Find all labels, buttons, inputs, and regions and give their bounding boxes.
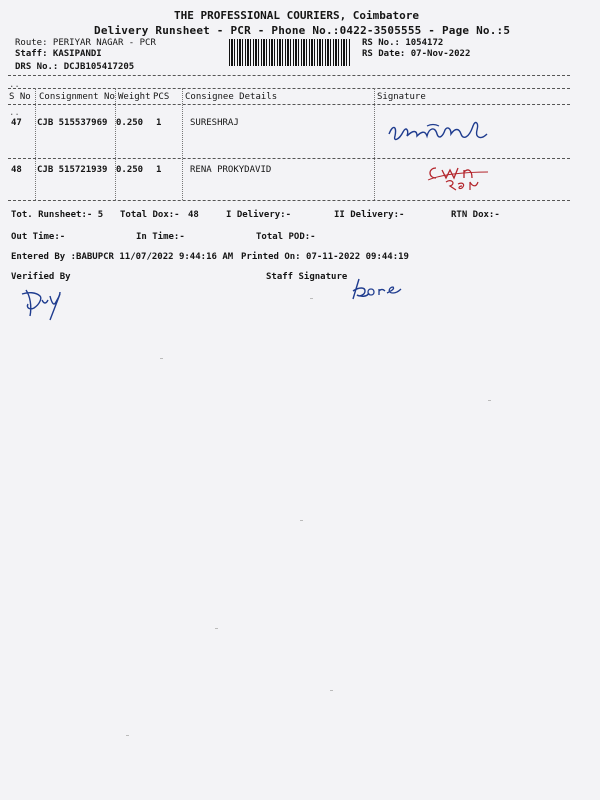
row-consignment: CJB 515537969 <box>37 118 108 128</box>
rule-table-bottom <box>8 200 570 201</box>
receiver-signature-1 <box>387 118 497 146</box>
scan-speck <box>215 628 218 629</box>
col-sep <box>182 88 183 200</box>
col-header-signature: Signature <box>377 92 426 102</box>
printed-on: Printed On: 07-11-2022 09:44:19 <box>241 252 409 262</box>
runsheet-subtitle: Delivery Runsheet - PCR - Phone No.:0422-3505555 - Page No.:5 <box>94 24 511 37</box>
in-time: In Time:- <box>136 232 185 242</box>
verified-by-label: Verified By <box>11 272 71 282</box>
rs-number: RS No.: 1054172 <box>362 38 444 48</box>
row-sno: 47 <box>11 118 22 128</box>
col-header-sno: S No <box>9 92 31 102</box>
scan-speck <box>160 358 163 359</box>
scan-speck <box>330 690 333 691</box>
col-header-consignee: Consignee Details <box>185 92 278 102</box>
total-pod: Total POD:- <box>256 232 316 242</box>
total-dox-label: Total Dox:- <box>120 210 180 220</box>
total-dox-value: 48 <box>188 210 199 220</box>
col-sep <box>374 88 375 200</box>
scan-speck <box>126 735 129 736</box>
row-pcs: 1 <box>156 118 162 128</box>
staff-signature-label: Staff Signature <box>266 272 348 282</box>
rule-header-bottom <box>8 104 570 105</box>
row-sno: 48 <box>11 165 22 175</box>
col-header-pcs: PCS <box>153 92 170 102</box>
entered-by: Entered By :BABUPCR 11/07/2022 9:44:16 AM <box>11 252 234 262</box>
row-weight: 0.250 <box>116 165 144 175</box>
scan-speck <box>488 400 491 401</box>
col-sep <box>115 88 116 200</box>
rule-header-top <box>8 88 570 89</box>
tot-runsheet: Tot. Runsheet:- 5 <box>11 210 104 220</box>
col-header-consignment: Consignment No <box>39 92 115 102</box>
barcode <box>229 39 350 66</box>
rule-top <box>8 75 570 76</box>
rtn-dox: RTN Dox:- <box>451 210 500 220</box>
scan-speck <box>310 298 313 299</box>
row-consignee: RENA PROKYDAVID <box>190 165 272 175</box>
scan-speck <box>300 520 303 521</box>
company-title: THE PROFESSIONAL COURIERS, Coimbatore <box>174 9 420 22</box>
rs-date: RS Date: 07-Nov-2022 <box>362 49 471 59</box>
ii-delivery: II Delivery:- <box>334 210 405 220</box>
col-header-weight: Weight <box>118 92 151 102</box>
staff-signature <box>349 277 405 305</box>
drs-number: DRS No.: DCJB105417205 <box>15 62 135 72</box>
col-sep <box>35 88 36 200</box>
verifier-signature <box>20 284 70 324</box>
row-consignment: CJB 515721939 <box>37 165 108 175</box>
rule-row-sep <box>8 158 570 159</box>
route-label: Route: PERIYAR NAGAR - PCR <box>15 38 156 48</box>
row-consignee: SURESHRAJ <box>190 118 239 128</box>
receiver-signature-2 <box>424 160 494 194</box>
i-delivery: I Delivery:- <box>226 210 292 220</box>
out-time: Out Time:- <box>11 232 66 242</box>
row-weight: 0.250 <box>116 118 144 128</box>
staff-label: Staff: KASIPANDI <box>15 49 102 59</box>
row-pcs: 1 <box>156 165 162 175</box>
